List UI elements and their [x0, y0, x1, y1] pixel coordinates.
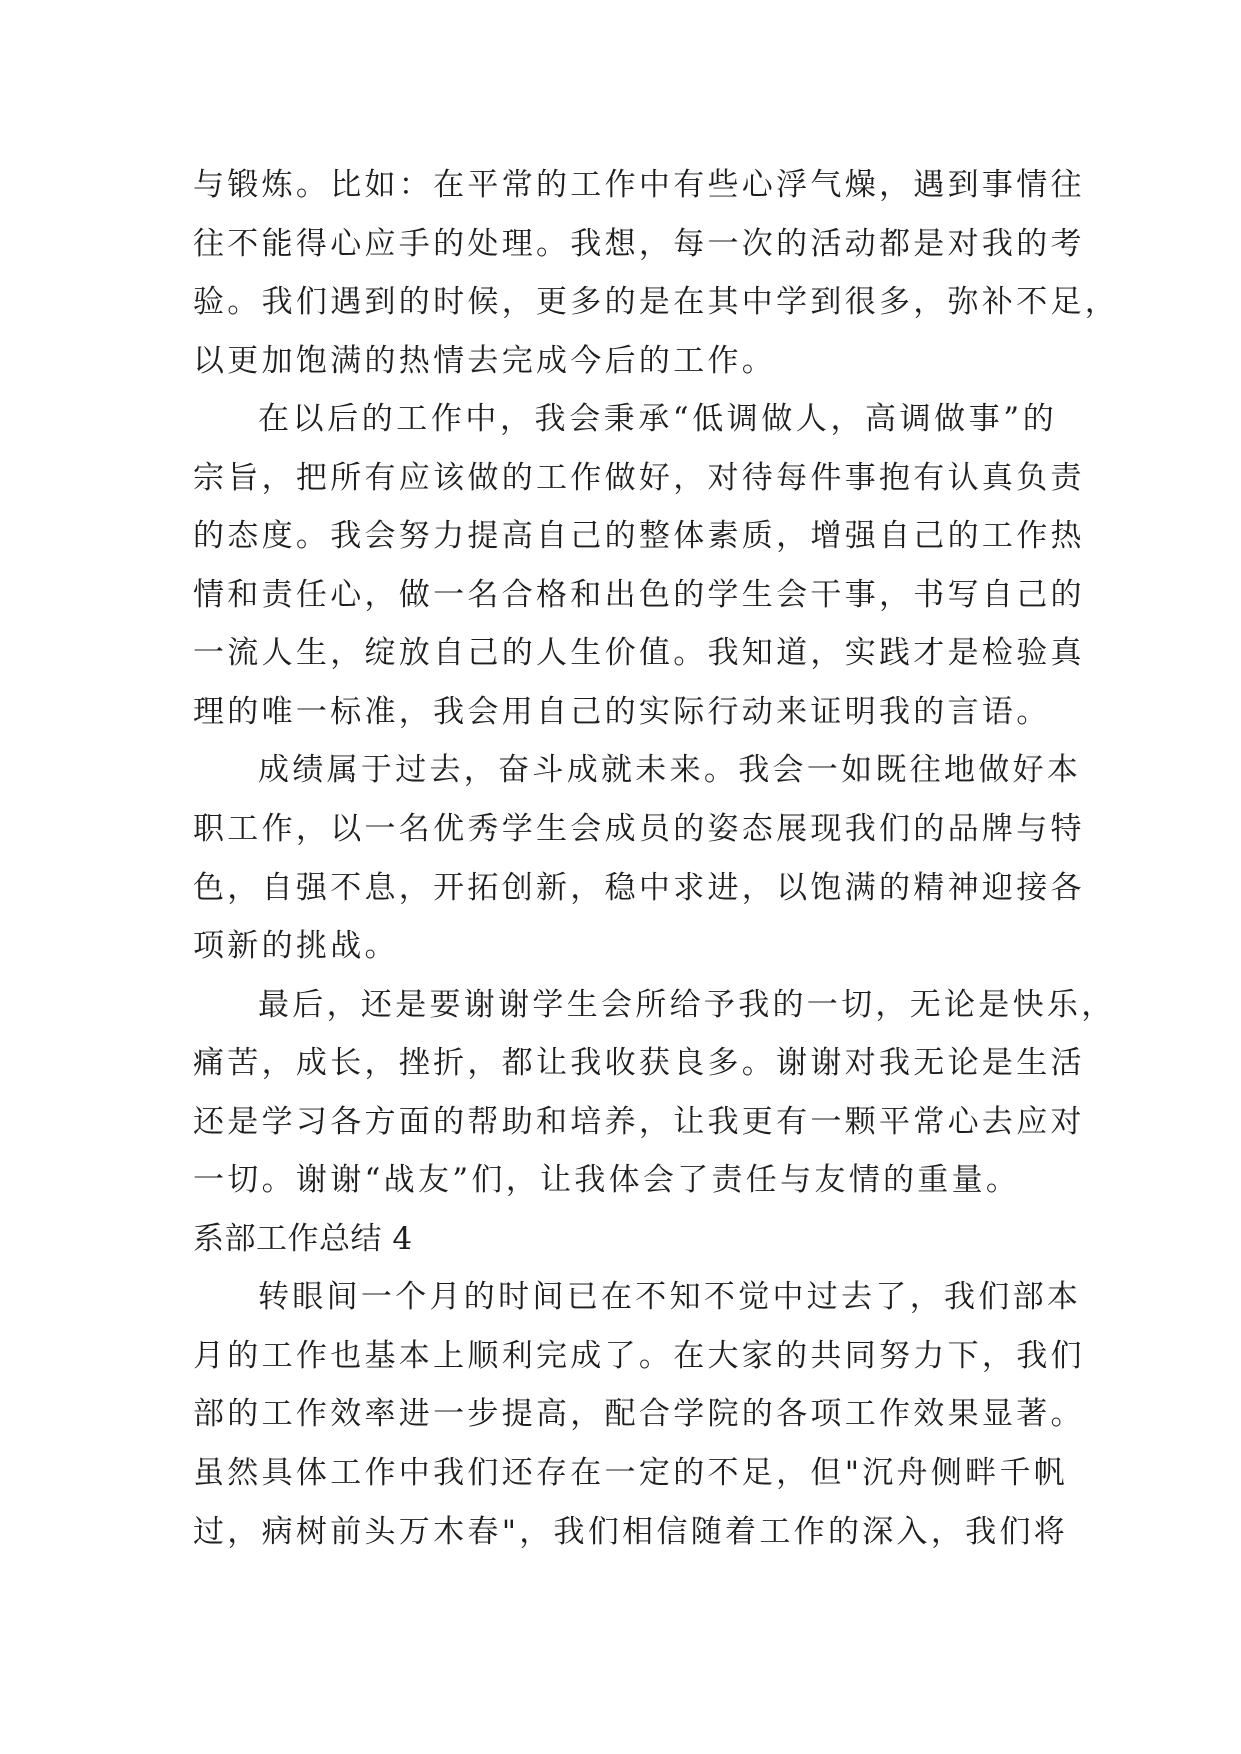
text-line: 过，病树前头万木春"，我们相信随着工作的深入，我们将	[193, 1513, 1069, 1550]
paragraph	[193, 156, 1120, 390]
text-line: 最后，还是要谢谢学生会所给予我的一切，无论是快乐，	[258, 986, 1116, 1023]
text-line: 一切。谢谢“战友”们，让我体会了责任与友情的重量。	[193, 1162, 1021, 1199]
text-line: 理的唯一标准，我会用自己的实际行动来证明我的言语。	[193, 693, 1051, 730]
text-line: 情和责任心，做一名合格和出色的学生会干事，书写自己的	[193, 576, 1085, 613]
paragraph	[193, 1268, 1085, 1561]
text-line: 验。我们遇到的时候，更多的是在其中学到很多，弥补不足，	[193, 284, 1120, 321]
text-line: 以更加饱满的热情去完成今后的工作。	[193, 342, 777, 379]
text-line: 痛苦，成长，挫折，都让我收获良多。谢谢对我无论是生活	[193, 1045, 1085, 1082]
text-line: 的态度。我会努力提高自己的整体素质，增强自己的工作热	[193, 518, 1085, 555]
text-line: 一流人生，绽放自己的人生价值。我知道，实践才是检验真	[193, 635, 1085, 672]
document-body	[193, 156, 1120, 1561]
paragraph	[193, 976, 1116, 1210]
text-line: 与锻炼。比如：在平常的工作中有些心浮气燥，遇到事情往	[193, 167, 1085, 203]
text-line: 色，自强不息，开拓创新，稳中求进，以饱满的精神迎接各	[193, 869, 1085, 906]
text-line: 月的工作也基本上顺利完成了。在大家的共同努力下，我们	[193, 1337, 1085, 1374]
text-line: 转眼间一个月的时间已在不知不觉中过去了，我们部本	[258, 1279, 1082, 1316]
text-line: 宗旨，把所有应该做的工作做好，对待每件事抱有认真负责	[193, 459, 1085, 496]
paragraph	[193, 741, 1085, 975]
text-line: 在以后的工作中，我会秉承“低调做人，高调做事”的	[258, 401, 1057, 438]
text-line: 虽然具体工作中我们还存在一定的不足，但"沉舟侧畔千帆	[193, 1455, 1069, 1492]
text-line: 项新的挑战。	[193, 928, 399, 965]
text-line: 往不能得心应手的处理。我想，每一次的活动都是对我的考	[193, 225, 1085, 262]
text-line: 职工作，以一名优秀学生会成员的姿态展现我们的品牌与特	[193, 811, 1085, 848]
text-line: 还是学习各方面的帮助和培养，让我更有一颗平常心去应对	[193, 1103, 1085, 1140]
text-line: 成绩属于过去，奋斗成就未来。我会一如既往地做好本	[258, 752, 1082, 789]
text-line: 部的工作效率进一步提高，配合学院的各项工作效果显著。	[193, 1396, 1085, 1433]
section-heading: 系部工作总结 4	[193, 1220, 413, 1257]
paragraph	[193, 390, 1085, 741]
